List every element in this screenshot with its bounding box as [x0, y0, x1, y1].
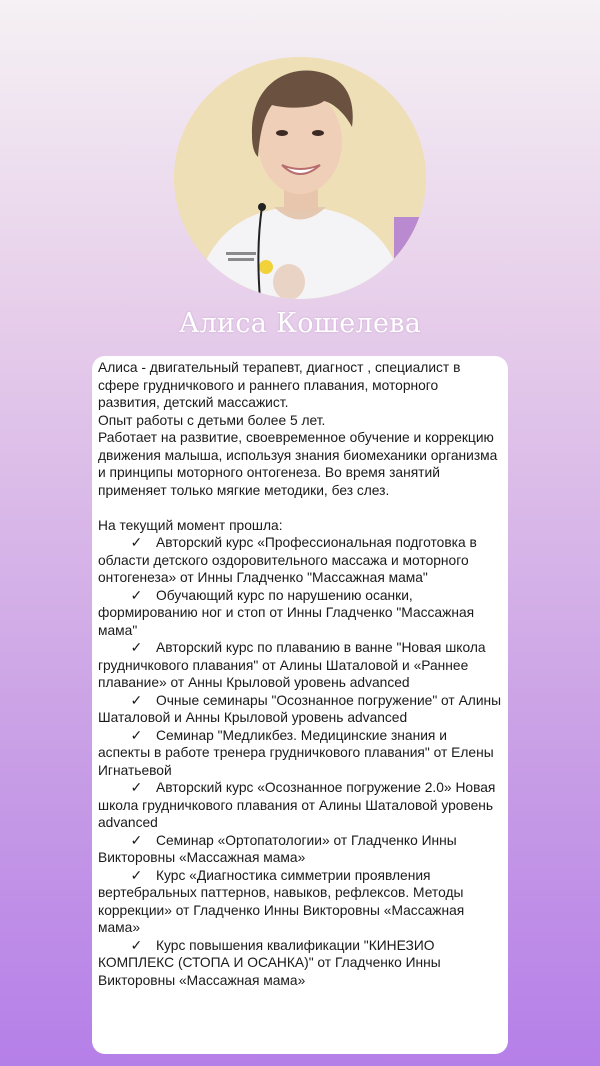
course-text: Семинар "Медликбез. Медицинские знания и аспекты в работе тренера грудничкового плавания" от Елены Игнатьевой — [98, 727, 494, 778]
check-icon: ✓ — [130, 587, 142, 603]
course-item — [98, 692, 502, 727]
course-item — [98, 937, 502, 990]
courses-heading: На текущий момент прошла: — [98, 517, 283, 533]
course-item — [98, 727, 502, 780]
course-item — [98, 832, 502, 867]
check-icon: ✓ — [130, 832, 142, 848]
profile-name: Алиса Кошелева — [178, 308, 422, 339]
course-item — [98, 534, 502, 587]
course-item — [98, 587, 502, 640]
bio-paragraph: Алиса - двигательный терапевт, диагност , специалист в сфере грудничкового и раннего плавания, моторного развития, детский массажист. — [98, 360, 461, 410]
check-icon: ✓ — [130, 535, 142, 550]
course-item — [98, 639, 502, 692]
check-icon: ✓ — [130, 780, 142, 795]
check-icon: ✓ — [130, 692, 142, 708]
course-text: Курс «Диагностика симметрии проявления вертебральных паттернов, навыков, рефлексов. Методы коррекции» от Гладченко Инны Викторовны «Массажная мама» — [98, 867, 465, 935]
course-text: Очные семинары "Осознанное погружение" от Алины Шаталовой и Анны Крыловой уровень advanced — [98, 692, 502, 725]
course-text: Семинар «Ортопатологии» от Гладченко Инны Викторовны «Массажная мама» — [98, 832, 457, 865]
course-text: Курс повышения квалификации "КИНЕЗИО КОМПЛЕКС (СТОПА И ОСАНКА)" от Гладченко Инны Викторовны «Массажная мама» — [98, 937, 441, 988]
check-icon: ✓ — [130, 937, 142, 953]
profile-photo — [174, 57, 426, 299]
course-text: Авторский курс «Осознанное погружение 2.0» Новая школа грудничкового плавания от Алины Шаталовой уровень advanced — [98, 780, 496, 830]
course-text: Обучающий курс по нарушению осанки, формированию ног и стоп от Инны Гладченко "Массажная мама" — [98, 587, 475, 638]
course-item — [98, 867, 502, 937]
bio-paragraph: Опыт работы с детьми более 5 лет. — [98, 412, 326, 428]
course-text: Авторский курс по плаванию в ванне "Новая школа грудничкового плавания" от Алины Шаталовой и «Раннее плавание» от Анны Крыловой уровень advanced — [98, 640, 486, 690]
course-text: Авторский курс «Профессиональная подготовка в области детского оздоровительного массажа и моторного онтогенеза» от Инны Гладченко "Массажная мама" — [98, 535, 477, 585]
bio-card — [92, 356, 508, 1054]
check-icon: ✓ — [130, 727, 142, 743]
course-item — [98, 779, 502, 832]
bio-paragraph: Работает на развитие, своевременное обучение и коррекцию движения малыша, используя знания биомеханики организма и принципы моторного онтогенеза. Во время занятий применяет только мягкие методики, без слез. — [98, 430, 498, 498]
check-icon: ✓ — [130, 867, 142, 883]
check-icon: ✓ — [130, 640, 142, 655]
spacer — [98, 499, 502, 517]
